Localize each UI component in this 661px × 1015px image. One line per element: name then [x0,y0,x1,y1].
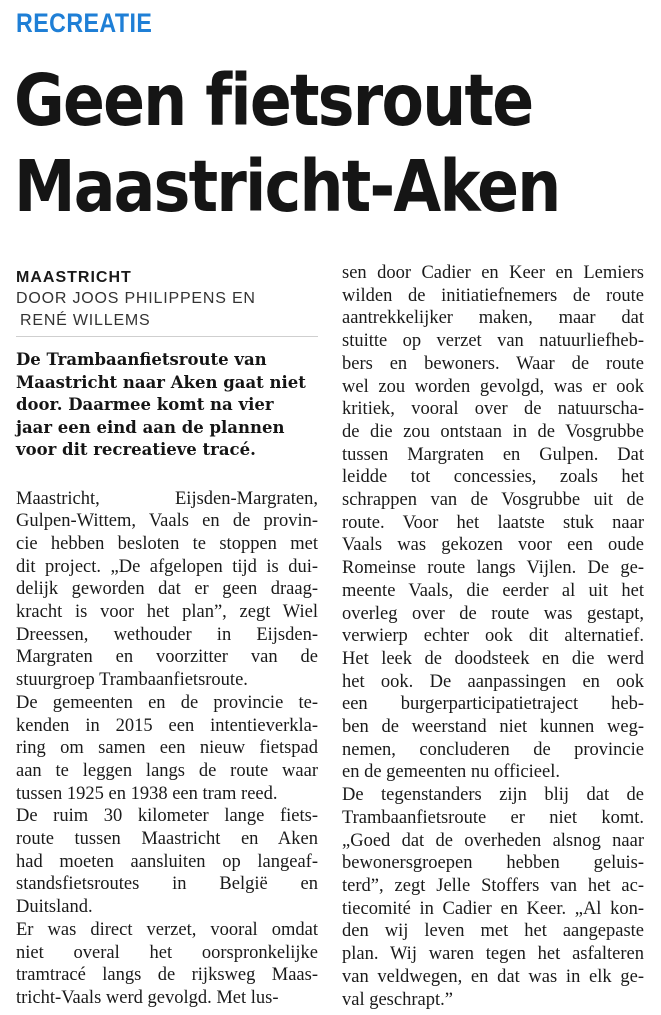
body-line: kenden in 2015 een intentieverkla- [16,715,318,736]
body-line: wilden de initiatiefnemers de route [342,285,644,306]
body-line: cie hebben besloten te stoppen met [16,533,318,554]
body-line: den wij leven met het aangepaste [342,921,644,942]
body-line: delijk geworden dat er geen draag- [16,579,318,600]
body-line: wel zou worden gevolgd, was er ook [342,376,644,397]
body-line: „Goed dat de overheden alsnog naar [342,830,644,851]
body-line: standsfietsroutes in België en [16,874,318,895]
body-line: tramtracé langs de rijksweg Maas- [16,965,318,986]
body-line: kracht is voor het plan”, zegt Wiel [16,602,318,623]
body-line: tiecomité in Cadier en Keer. „Al kon- [342,898,644,919]
body-paragraph [16,919,318,1010]
body-line: route. Voor het laatste stuk naar [342,512,644,533]
body-line: Dreessen, wethouder in Eijsden- [16,624,318,645]
body-line: had moeten aansluiten op langeaf- [16,851,318,872]
lead-line: Maastricht naar Aken gaat niet [16,372,306,392]
body-line: stuurgroep Trambaanfietsroute. [16,670,248,691]
body-line: sen door Cadier en Keer en Lemiers [342,263,644,283]
body-line: Het leek de doodsteek en die werd [342,648,644,669]
body-line: van veldwegen, en dat was in elk ge- [342,966,644,987]
body-line: schrappen van de Vosgrubbe uit de [342,490,644,511]
body-line: tussen 1925 en 1938 een tram reed. [16,783,278,804]
body-line: De gemeenten en de provincie te- [16,692,318,713]
body-line: ring om samen een nieuw fietspad [16,738,318,759]
body-line: een burgerparticipatietraject heb- [342,694,644,715]
body-paragraph [342,784,644,1011]
body-line: De ruim 30 kilometer lange fiets- [16,806,318,827]
lead-line: door. Daarmee komt na vier [16,395,274,414]
column-left [16,268,318,1010]
headline-line: Maastricht-Aken [14,145,560,228]
dateline: MAASTRICHT [16,269,132,286]
body-paragraph [16,488,318,692]
body-line: meente Vaals, die eerder al uit het [342,580,644,601]
body-line: Duitsland. [16,897,93,918]
lead-paragraph [16,349,318,462]
body-line: aantrekkelijker maken, maar dat [342,308,644,329]
body-line: Maastricht, Eijsden-Margraten, [16,488,318,509]
body-line: tricht-Vaals werd gevolgd. Met lus- [16,987,279,1008]
body-paragraph [342,262,644,784]
lead-line: jaar een eind aan de plannen [16,417,285,437]
byline-line: RENÉ WILLEMS [16,310,318,337]
body-line: plan. Wij waren tegen het asfalteren [342,944,644,965]
body-line: Vaals was gekozen voor een oude [342,535,644,556]
body-text-right [342,262,644,1011]
body-line: verwierp echter ook dit alternatief. [342,626,644,647]
body-line: kritiek, vooral over de natuurscha- [342,399,644,420]
body-line: Trambaanfietsroute er niet komt. [342,807,644,828]
body-line: overleg over de route was gestapt, [342,603,644,624]
body-line: tussen Margraten en Gulpen. Dat [342,444,644,465]
body-line: Er was direct verzet, vooral omdat [16,919,318,940]
body-line: terd”, zegt Jelle Stoffers van het ac- [342,875,644,896]
body-text-left [16,488,318,1010]
headline-line: Geen fietsroute [14,59,533,142]
body-paragraph [16,805,318,919]
body-paragraph [16,692,318,806]
body-line: route tussen Maastricht en Aken [16,829,318,850]
body-line: nemen, concluderen de provincie [342,739,644,760]
body-line: ben de weerstand niet kunnen weg- [342,717,644,738]
body-line: val geschrapt.” [342,989,453,1010]
body-line: en de gemeenten nu officieel. [342,762,560,783]
body-line: bewonersgroepen hebben geluis- [342,853,644,874]
lead-line: De Trambaanfietsroute van [16,350,267,369]
body-line: dit project. „De afgelopen tijd is dui- [16,556,318,577]
body-line: niet overal het oorspronkelijke [16,942,318,963]
body-line: stuitte op verzet van natuurliefheb- [342,331,644,352]
body-line: aan te leggen langs de route waar [16,760,318,781]
section-kicker: RECREATIE [16,8,153,38]
body-line: bers en bewoners. Waar de route [342,353,644,374]
lead-line: voor dit recreatieve tracé. [16,440,256,459]
body-line: Romeinse route langs Vijlen. De ge- [342,558,644,579]
body-line: De tegenstanders zijn blij dat de [342,785,644,806]
column-right [342,262,644,1011]
headline [14,58,571,230]
body-line: Margraten en voorzitter van de [16,647,318,668]
body-line: leidde tot concessies, zoals het [342,467,644,488]
body-line: het ook. De aanpassingen en ook [342,671,644,692]
body-line: de die zou ontstaan in de Vosgrubbe [342,421,644,442]
body-line: Gulpen-Wittem, Vaals en de provin- [16,511,318,532]
byline-line: DOOR JOOS PHILIPPENS EN [16,290,256,307]
